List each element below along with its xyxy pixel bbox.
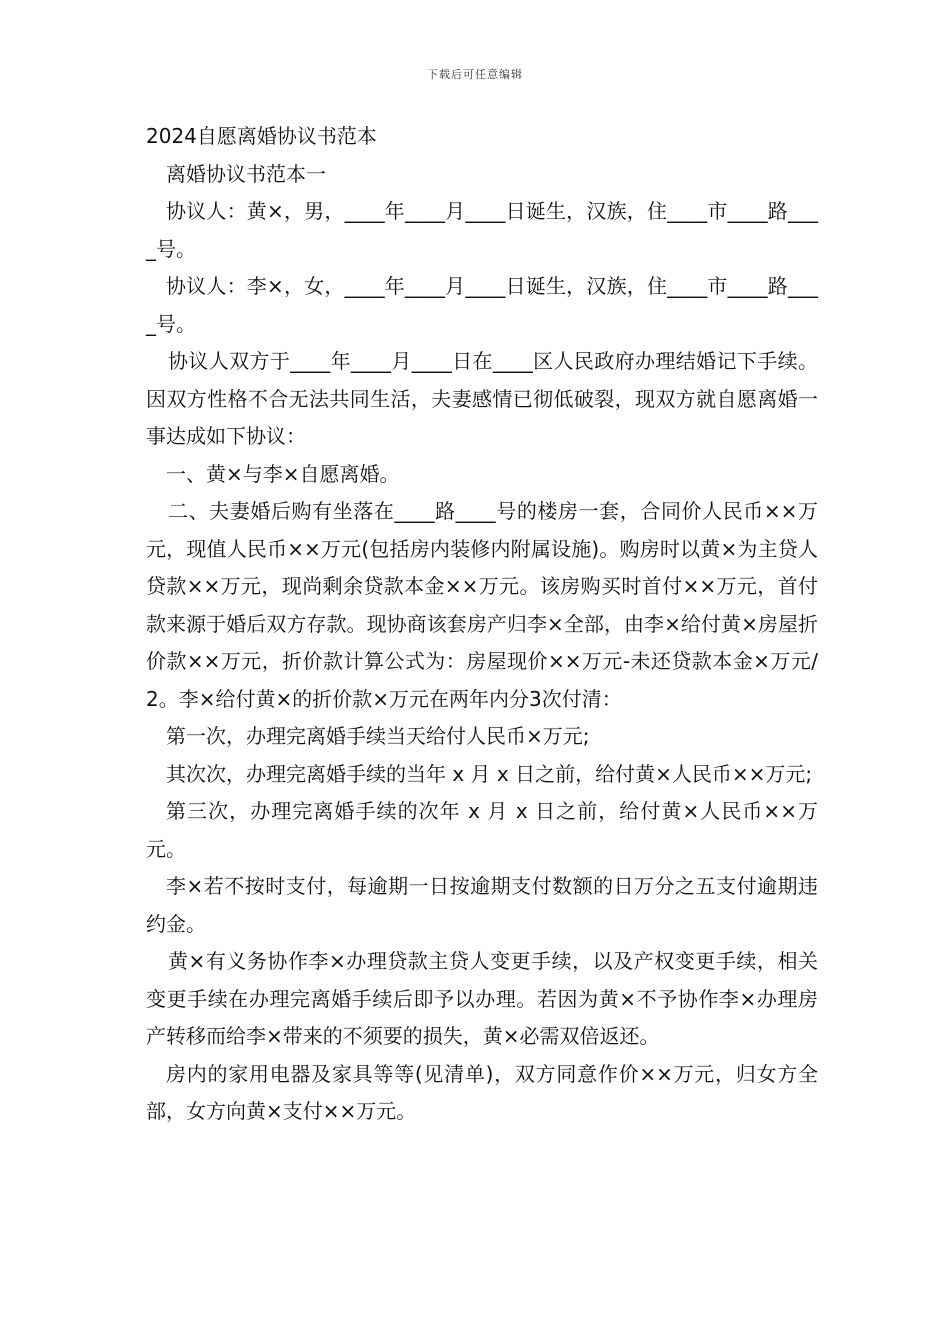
document-body [146, 118, 818, 1131]
page-header-note: 下载后可任意编辑 [427, 68, 523, 81]
paragraph-clause-one: 一、黄×与李×自愿离婚。 [166, 461, 400, 486]
paragraph-clause-two: 二、夫妻婚后购有坐落在____路____号的楼房一套，合同价人民币××万元，现值人民币××万元(包括房内装修内附属设施)。购房时以黄×为主贷人贷款××万元，现尚剩余贷款本金××万元。该房购买时首付××万元，首付款来源于婚后双方存款。现协商该套房产归李×全部，由李×给付黄×房屋折价款××万元，折价款计算公式为：房屋现价××万元-未还贷款本金×万元/2。李×给付黄×的折价款×万元在两年内分3次付清： [146, 499, 818, 711]
paragraph-furniture: 房内的家用电器及家具等等(见清单)，双方同意作价××万元，归女方全部，女方向黄×支付××万元。 [146, 1061, 818, 1123]
paragraph-marriage-background: 协议人双方于____年____月____日在____区人民政府办理结婚记下手续。因双方性格不合无法共同生活，夫妻感情已彻低破裂，现双方就自愿离婚一事达成如下协议： [146, 349, 818, 448]
paragraph-payment-first: 第一次，办理完离婚手续当天给付人民币×万元; [166, 724, 590, 748]
paragraph-payment-second: 其次次，办理完离婚手续的当年 x 月 x 日之前，给付黄×人民币××万元; [166, 761, 813, 786]
paragraph-late-penalty: 李×若不按时支付，每逾期一日按逾期支付数额的日万分之五支付逾期违约金。 [146, 874, 818, 936]
paragraph-loan-transfer: 黄×有义务协作李×办理贷款主贷人变更手续，以及产权变更手续，相关变更手续在办理完离婚手续后即予以办理。若因为黄×不予协作李×办理房产转移而给李×带来的不须要的损失，黄×必需双倍返还。 [146, 949, 818, 1048]
paragraph-party-wife: 协议人：李×，女，____年____月____日诞生，汉族，住____市____路____号。 [146, 274, 818, 336]
document-subtitle: 离婚协议书范本一 [166, 161, 326, 186]
document-title: 2024自愿离婚协议书范本 [146, 124, 377, 148]
paragraph-party-husband: 协议人：黄×，男，____年____月____日诞生，汉族，住____市____路____号。 [146, 199, 818, 261]
paragraph-payment-third: 第三次，办理完离婚手续的次年 x 月 x 日之前，给付黄×人民币××万元。 [146, 799, 818, 861]
